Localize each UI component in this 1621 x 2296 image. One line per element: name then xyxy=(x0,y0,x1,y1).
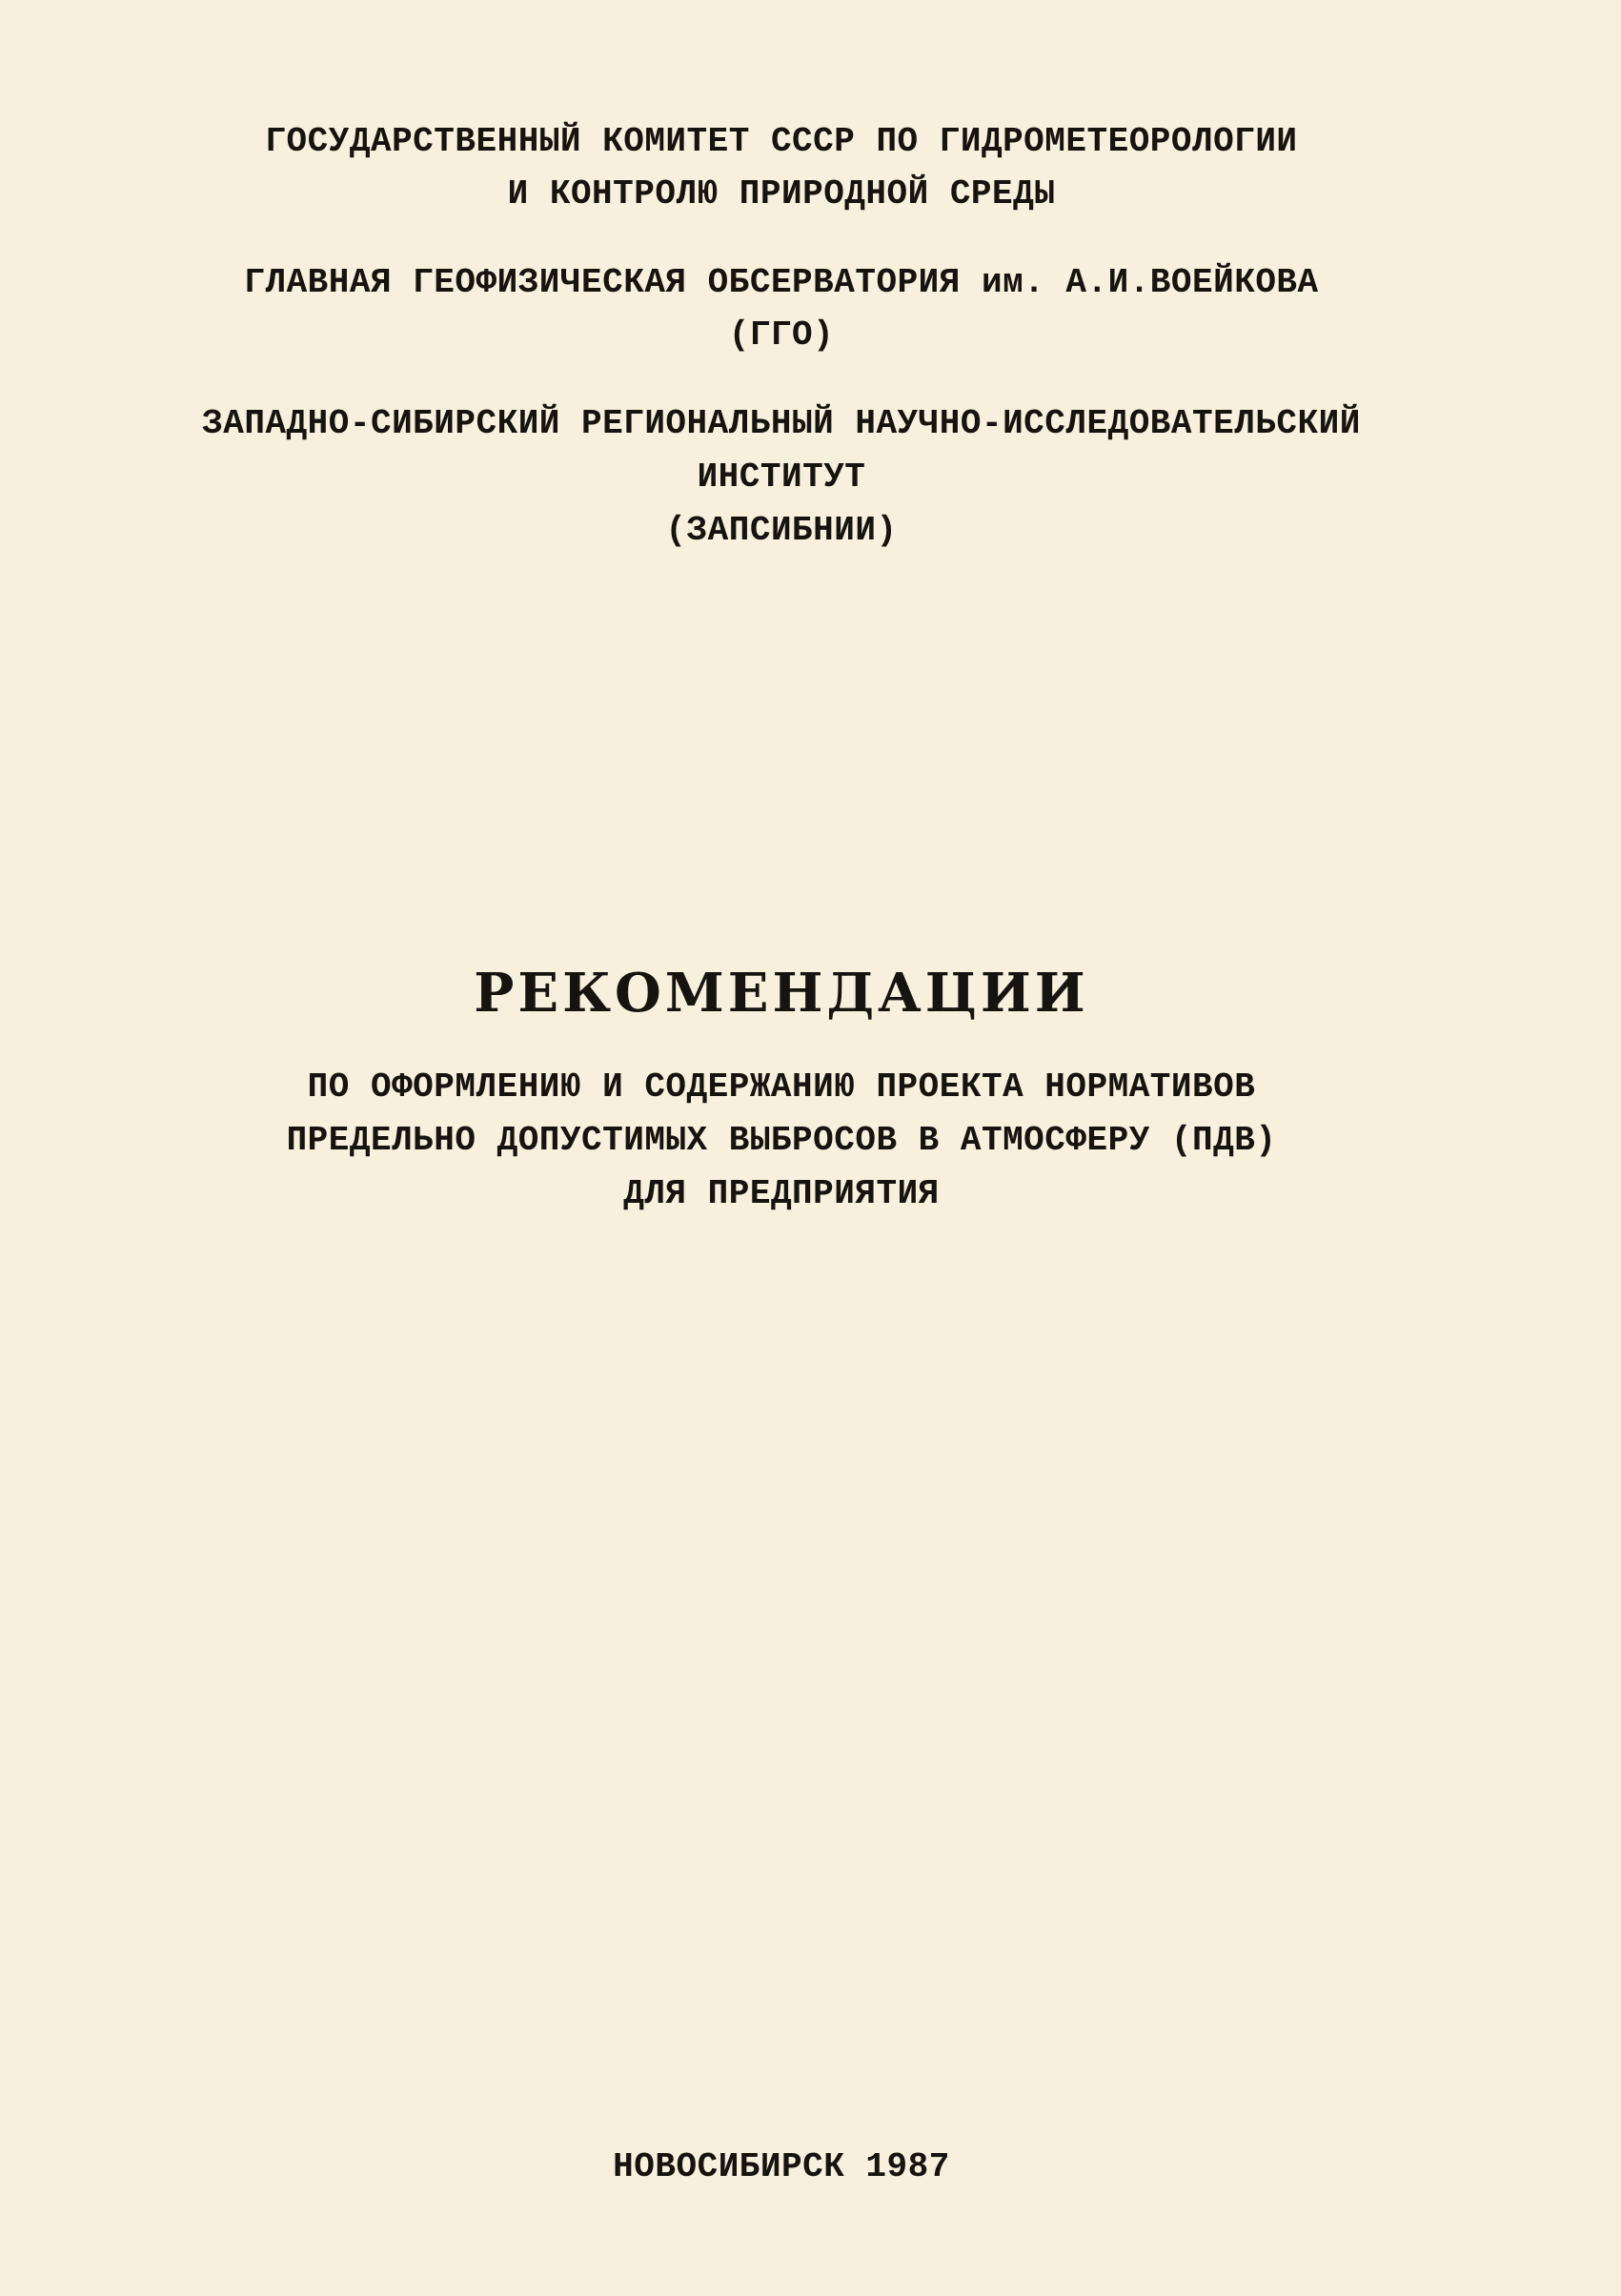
place-and-year: НОВОСИБИРСК 1987 xyxy=(613,2147,950,2186)
committee-line-1: ГОСУДАРСТВЕННЫЙ КОМИТЕТ СССР ПО ГИДРОМЕТЕОРОЛОГИИ xyxy=(265,122,1298,161)
committee-line-2: И КОНТРОЛЮ ПРИРОДНОЙ СРЕДЫ xyxy=(507,174,1056,213)
subtitle-line-3: ДЛЯ ПРЕДПРИЯТИЯ xyxy=(623,1174,940,1213)
document-title: РЕКОМЕНДАЦИИ xyxy=(474,962,1089,1025)
institute-line-1: ЗАПАДНО-СИБИРСКИЙ РЕГИОНАЛЬНЫЙ НАУЧНО-ИССЛЕДОВАТЕЛЬСКИЙ xyxy=(202,404,1361,443)
observatory-line-1: ГЛАВНАЯ ГЕОФИЗИЧЕСКАЯ ОБСЕРВАТОРИЯ им. А.И.ВОЕЙКОВА xyxy=(244,263,1319,302)
subtitle-line-2: ПРЕДЕЛЬНО ДОПУСТИМЫХ ВЫБРОСОВ В АТМОСФЕРУ (ПДВ) xyxy=(286,1121,1277,1160)
subtitle-line-1: ПО ОФОРМЛЕНИЮ И СОДЕРЖАНИЮ ПРОЕКТА НОРМАТИВОВ xyxy=(307,1067,1256,1107)
institute-line-3: (ЗАПСИБНИИ) xyxy=(665,511,898,550)
observatory-line-2: (ГГО) xyxy=(728,315,835,355)
institute-line-2: ИНСТИТУТ xyxy=(697,457,866,497)
